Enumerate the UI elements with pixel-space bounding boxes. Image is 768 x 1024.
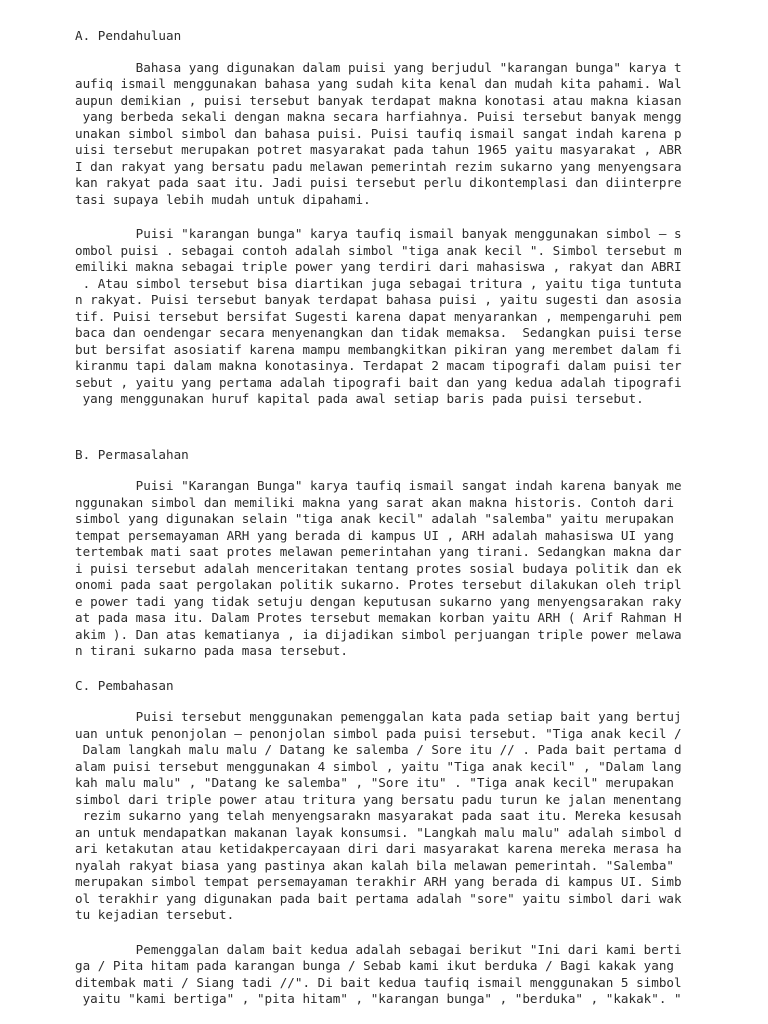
text-line: ditembak mati / Siang tadi //". Di bait kedua taufiq ismail menggunakan 5 simbol [75,974,682,990]
text-line: ga / Pita hitam pada karangan bunga / Sebab kami ikut berduka / Bagi kakak yang [75,958,674,973]
text-line: ombol puisi . sebagai contoh adalah simbol "tiga anak kecil ". Simbol tersebut m [75,242,682,258]
text-line: kan rakyat pada saat itu. Jadi puisi tersebut perlu dikontemplasi dan diinterpre [75,175,682,190]
text-line: yang menggunakan huruf kapital pada awal setiap baris pada puisi tersebut. [75,391,644,406]
section-heading: A. Pendahuluan [75,28,182,43]
text-line: yang berbeda sekali dengan makna secara harfiahnya. Puisi tersebut banyak mengg [75,109,682,124]
text-line: tasi supaya lebih mudah untuk dipahami. [75,191,371,207]
text-line: ari ketakutan atau ketidakpercayaan diri dari masyarakat karena mereka merasa ha [75,841,682,856]
text-line: baca dan oendengar secara menyenangkan dan tidak memaksa. Sedangkan puisi terse [75,325,682,340]
section-pendahuluan [75,28,768,408]
paragraph [75,226,768,408]
text-line: sebut , yaitu yang pertama adalah tipografi bait dan yang kedua adalah tipografi [75,374,682,390]
text-line: Pemenggalan dalam bait kedua adalah sebagai berikut "Ini dari kami berti [75,941,682,957]
text-line: an untuk mendapatkan makanan layak konsumsi. "Langkah malu malu" adalah simbol d [75,824,682,840]
text-line: alam puisi tersebut menggunakan 4 simbol , yaitu "Tiga anak kecil" , "Dalam lang [75,758,682,774]
paragraph [75,942,768,1008]
paragraph [75,60,768,209]
text-line: uisi tersebut merupakan potret masyarakat pada tahun 1965 yaitu masyarakat , ABR [75,142,682,157]
section-permasalahan [75,447,768,660]
text-line: Puisi "karangan bunga" karya taufiq ismail banyak menggunakan simbol – s [75,226,682,241]
text-line: e power tadi yang tidak setuju dengan keputusan sukarno yang menyengsarakan raky [75,593,682,609]
text-line: Dalam langkah malu malu / Datang ke salemba / Sore itu // . Pada bait pertama d [75,742,682,757]
text-line: onomi pada saat pergolakan politik sukarno. Protes tersebut dilakukan oleh tripl [75,577,682,592]
section-heading: B. Permasalahan [75,446,189,462]
text-line: aupun demikian , puisi tersebut banyak terdapat makna konotasi atau makna kiasan [75,92,682,108]
text-line: tempat persemayaman ARH yang berada di kampus UI , ARH adalah mahasiswa UI yang [75,527,674,543]
text-line: simbol yang digunakan selain "tiga anak kecil" adalah "salemba" yaitu merupakan [75,511,674,526]
text-line: Puisi tersebut menggunakan pemenggalan kata pada setiap bait yang bertuj [75,709,682,724]
text-line: rezim sukarno yang telah menyengsarakn masyarakat pada saat itu. Mereka kesusah [75,808,682,823]
text-line: . Atau simbol tersebut bisa diartikan juga sebagai tritura , yaitu tiga tuntuta [75,275,682,291]
text-line: at pada masa itu. Dalam Protes tersebut memakan korban yaitu ARH ( Arif Rahman H [75,610,682,625]
text-line: aufiq ismail menggunakan bahasa yang sudah kita kenal dan mudah kita pahami. Wal [75,76,682,91]
text-line: tu kejadian tersebut. [75,907,235,922]
text-line: but bersifat asosiatif karena mampu membangkitkan pikiran yang merembet dalam fi [75,341,682,357]
text-line: I dan rakyat yang bersatu padu melawan pemerintah rezim sukarno yang menyengsara [75,158,682,174]
text-line: Puisi "Karangan Bunga" karya taufiq ismail sangat indah karena banyak me [75,478,682,493]
text-line: i puisi tersebut adalah menceritakan tentang protes sosial budaya politik dan ek [75,560,682,576]
paragraph [75,709,768,924]
text-line: Bahasa yang digunakan dalam puisi yang berjudul "karangan bunga" karya t [75,59,682,75]
text-line: unakan simbol simbol dan bahasa puisi. Puisi taufiq ismail sangat indah karena p [75,125,682,141]
text-line: kah malu malu" , "Datang ke salemba" , "Sore itu" . "Tiga anak kecil" merupakan [75,775,674,790]
text-line: merupakan simbol tempat persemayaman terakhir ARH yang berada di kampus UI. Simb [75,874,682,889]
text-line: nggunakan simbol dan memiliki makna yang sarat akan makna historis. Contoh dari [75,494,674,510]
text-line: yaitu "kami bertiga" , "pita hitam" , "karangan bunga" , "berduka" , "kakak". " [75,991,682,1006]
text-line: uan untuk penonjolan – penonjolan simbol pada puisi tersebut. "Tiga anak kecil / [75,725,682,741]
text-line: n tirani sukarno pada masa tersebut. [75,643,348,658]
text-line: tertembak mati saat protes melawan pemerintahan yang tirani. Sedangkan makna dar [75,544,682,559]
text-line: nyalah rakyat biasa yang pastinya akan kalah bila melawan pemerintah. "Salemba" [75,857,674,873]
section-pembahasan [75,678,768,1008]
section-heading: C. Pembahasan [75,677,174,693]
text-line: emiliki makna sebagai triple power yang terdiri dari mahasiswa , rakyat dan ABRI [75,259,682,274]
text-line: akim ). Dan atas kematianya , ia dijadikan simbol perjuangan triple power melawa [75,626,682,642]
text-line: tif. Puisi tersebut bersifat Sugesti karena dapat menyarankan , mempengaruhi pem [75,308,682,324]
paragraph [75,478,768,660]
text-line: simbol dari triple power atau tritura yang bersatu padu turun ke jalan menentang [75,791,682,807]
text-line: n rakyat. Puisi tersebut banyak terdapat bahasa puisi , yaitu sugesti dan asosia [75,292,682,307]
text-line: ol terakhir yang digunakan pada bait pertama adalah "sore" yaitu simbol dari wak [75,890,682,906]
text-line: kiranmu tapi dalam makna konotasinya. Terdapat 2 macam tipografi dalam puisi ter [75,358,682,373]
